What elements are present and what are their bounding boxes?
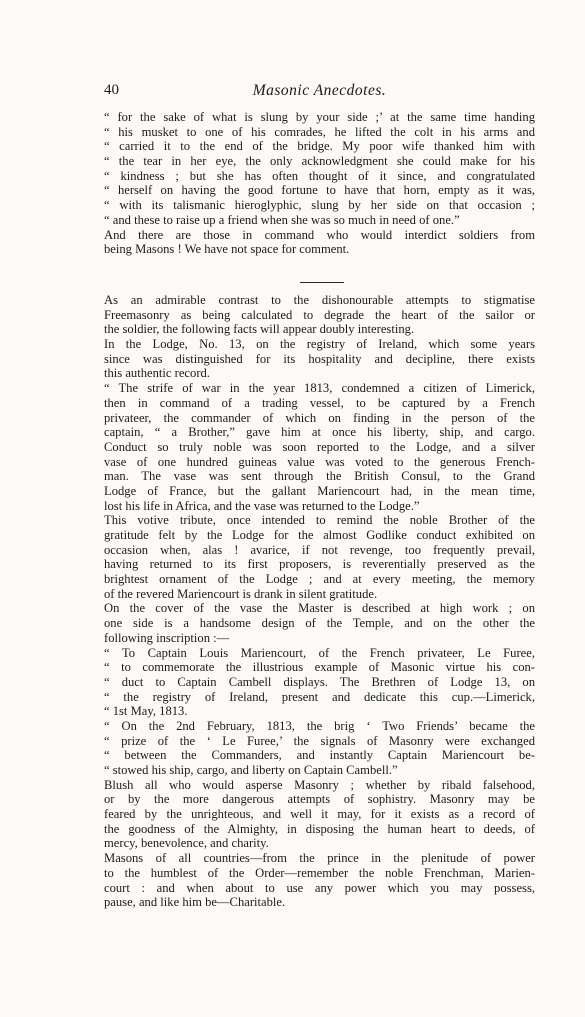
text-line: having returned to its first proposers, is reverentially preserved as the: [104, 557, 535, 572]
text-line: As an admirable contrast to the dishonourable attempts to stigmatise: [104, 293, 535, 307]
paragraph-block-mariencourt: [104, 293, 535, 910]
text-line: “ for the sake of what is slung by your side ;’ at the same time handing: [104, 110, 535, 124]
text-line: pause, and like him be—Charitable.: [104, 895, 286, 910]
text-line: mercy, benevolence, and charity.: [104, 836, 269, 851]
text-line: court : and when about to use any power which you may possess,: [104, 880, 535, 895]
text-line: In the Lodge, No. 13, on the registry of Ireland, which some years: [104, 337, 535, 352]
text-line: “ prize of the ‘ Le Furee,’ the signals of Masonry were exchanged: [104, 733, 535, 748]
text-line: Blush all who would asperse Masonry ; whether by ribald falsehood,: [104, 777, 535, 792]
text-line: Masons of all countries—from the prince in the plenitude of power: [104, 851, 535, 866]
text-line: lost his life in Africa, and the vase was returned to the Lodge.”: [104, 498, 420, 513]
text-line: This votive tribute, once intended to remind the noble Brother of the: [104, 513, 535, 528]
text-line: vase of one hundred guineas value was voted to the generous French-: [104, 454, 535, 469]
text-line: then in command of a trading vessel, to be captured by a French: [104, 395, 535, 410]
text-line: brightest ornament of the Lodge ; and at every meeting, the memory: [104, 572, 535, 587]
text-line: “ the tear in her eye, the only acknowledgment she could make for his: [104, 154, 535, 169]
page-header: [104, 82, 535, 102]
text-line: “ and these to raise up a friend when she was so much in need of one.”: [104, 212, 460, 227]
text-line: “ herself on having the good fortune to have that horn, empty as it was,: [104, 183, 535, 198]
text-line: “ carried it to the end of the bridge. My poor wife thanked him with: [104, 139, 535, 154]
text-line: the soldier, the following facts will appear doubly interesting.: [104, 322, 415, 337]
text-line: “ To Captain Louis Mariencourt, of the French privateer, Le Furee,: [104, 645, 535, 660]
text-line: being Masons ! We have not space for comment.: [104, 242, 350, 257]
section-divider: [300, 282, 344, 283]
text-line: since was distinguished for its hospitality and decipline, there exists: [104, 351, 535, 366]
text-line: gratitude felt by the Lodge for the almost Godlike conduct exhibited on: [104, 528, 535, 542]
text-line: to the humblest of the Order—remember the noble Frenchman, Marien-: [104, 865, 535, 880]
text-line: the goodness of the Almighty, in disposing the human heart to deeds, of: [104, 821, 535, 836]
text-line: Lodge of France, but the gallant Mariencourt had, in the mean time,: [104, 483, 535, 498]
text-line: feared by the unrighteous, and well it may, for it exists as a record of: [104, 807, 535, 822]
text-line: or by the more dangerous attempts of sophistry. Masonry may be: [104, 792, 535, 807]
text-line: captain, “ a Brother,” gave him at once his liberty, ship, and cargo.: [104, 425, 535, 440]
text-line: Conduct so truly noble was soon reported to the Lodge, and a silver: [104, 439, 535, 454]
text-line: one side is a handsome design of the Temple, and on the other the: [104, 616, 535, 631]
paragraph-block-anecdote-end: [104, 110, 535, 257]
text-line: “ to commemorate the illustrious example of Masonic virtue his con-: [104, 660, 535, 675]
text-line: “ The strife of war in the year 1813, condemned a citizen of Limerick,: [104, 381, 535, 396]
text-line: “ stowed his ship, cargo, and liberty on Captain Cambell.”: [104, 763, 398, 777]
text-line: of the revered Mariencourt is drank in silent gratitude.: [104, 586, 378, 601]
text-line: “ duct to Captain Cambell displays. The Brethren of Lodge 13, on: [104, 674, 535, 689]
text-line: “ On the 2nd February, 1813, the brig ‘ Two Friends’ became the: [104, 718, 535, 733]
text-line: And there are those in command who would interdict soldiers from: [104, 227, 535, 242]
text-line: “ his musket to one of his comrades, he lifted the colt in his arms and: [104, 124, 535, 139]
text-line: “ the registry of Ireland, present and dedicate this cup.—Limerick,: [104, 689, 535, 704]
text-line: “ between the Commanders, and instantly Captain Mariencourt be-: [104, 748, 535, 763]
text-line: man. The vase was sent through the British Consul, to the Grand: [104, 469, 535, 484]
text-line: occasion when, alas ! avarice, if not revenge, too frequently prevail,: [104, 542, 535, 557]
text-line: privateer, the commander of which on finding in the person of the: [104, 410, 535, 425]
running-title: Masonic Anecdotes.: [252, 82, 387, 99]
text-line: “ 1st May, 1813.: [104, 704, 188, 719]
text-line: following inscription :—: [104, 630, 230, 645]
text-line: Freemasonry as being calculated to degrade the heart of the sailor or: [104, 307, 535, 322]
text-line: this authentic record.: [104, 366, 210, 381]
text-line: On the cover of the vase the Master is described at high work ; on: [104, 601, 535, 616]
text-line: “ with its talismanic hieroglyphic, slung by her side on that occasion ;: [104, 198, 535, 213]
text-line: “ kindness ; but she has often thought of it since, and congratulated: [104, 168, 535, 183]
page-number: 40: [104, 82, 119, 98]
